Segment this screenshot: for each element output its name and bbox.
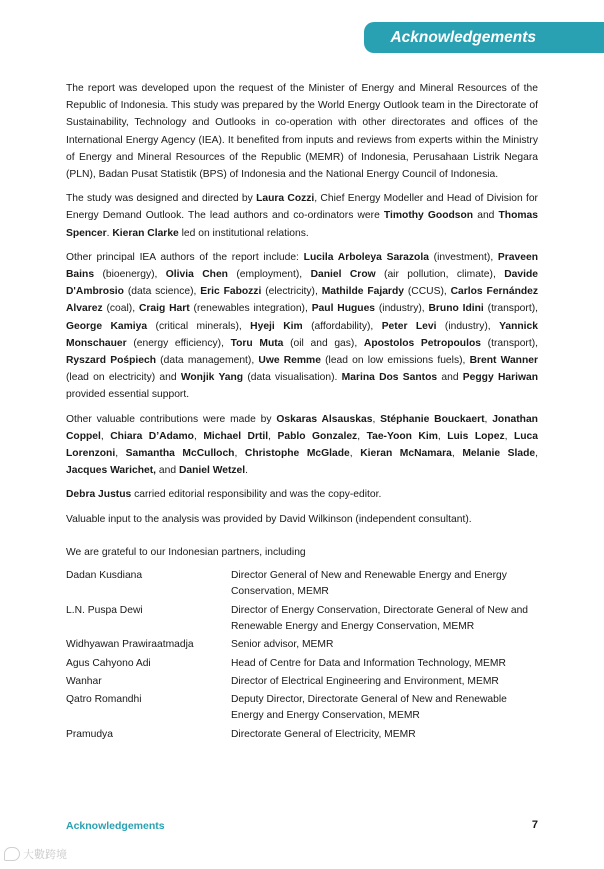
partners-heading: We are grateful to our Indonesian partners, including [66, 546, 306, 558]
author-name: Wonjik Yang [180, 372, 244, 384]
author-role: (lead on electricity) and [66, 372, 181, 384]
contributor-separator: , [372, 413, 381, 425]
partner-name: Agus Cahyono Adi [66, 657, 151, 669]
partner-role: Directorate General of Electricity, MEMR [231, 728, 416, 740]
author-role: (CCUS), [403, 286, 451, 298]
footer-section-title: Acknowledgements [66, 820, 165, 832]
author-role: (industry), [436, 320, 500, 332]
author-name: Yannick Monschauer [66, 320, 538, 349]
watermark-logo-icon [4, 847, 20, 861]
author-role: (industry), [375, 303, 429, 315]
page-number: 7 [531, 819, 538, 831]
contributor-name: Michael Drtil [203, 430, 269, 442]
contributor-separator: , [349, 448, 361, 460]
partner-role: Director General of New and Renewable Energy and Energy Conservation, MEMR [231, 570, 507, 598]
partners-table [66, 568, 538, 743]
author-name: Hyeji Kim [250, 320, 303, 332]
authors-paragraph [66, 249, 538, 404]
author-role: (data visualisation). [243, 372, 342, 384]
authors-intro: Other principal IEA authors of the report include: [66, 251, 304, 263]
contributor-separator: , [234, 448, 245, 460]
contributor-name: Pablo Gonzalez [277, 430, 358, 442]
author-role: (renewables integration), [189, 303, 312, 315]
contributor-separator: , [451, 448, 463, 460]
author-name: Eric Fabozzi [200, 286, 262, 298]
author-name: Toru Muta [230, 337, 284, 349]
author-name: Daniel Crow [310, 269, 376, 281]
author-role: (coal), [102, 303, 139, 315]
contributor-name: Jacques Warichet, [66, 465, 157, 477]
watermark-text: 大數跨境 [23, 849, 67, 861]
contributor-separator: , [100, 430, 111, 442]
design-paragraph: The study was designed and directed by Laura Cozzi, Chief Energy Modeller and Head of Division for Energy Demand Outlook. The lead authors and co-ordinators were Timothy Goodson and Thomas Spencer. Kieran Clarke led on institutional relations. [66, 193, 538, 239]
partner-role: Director of Electrical Engineering and Environment, MEMR [231, 675, 499, 687]
contributor-separator: , [115, 448, 126, 460]
author-role: (data science), [123, 286, 201, 298]
author-name: Brent Wanner [469, 355, 538, 367]
contributor-separator: , [437, 430, 448, 442]
partner-name: L.N. Puspa Dewi [66, 604, 143, 616]
contributor-separator: , [357, 430, 367, 442]
contributor-name: Christophe McGlade [244, 448, 350, 460]
author-role: (affordability), [302, 320, 382, 332]
author-role: (lead on low emissions fuels), [320, 355, 470, 367]
author-role: (critical minerals), [147, 320, 251, 332]
contributor-name: Luis Lopez [447, 430, 505, 442]
contributor-separator: , [535, 448, 539, 460]
contributor-separator: , [504, 430, 514, 442]
author-role: (electricity), [261, 286, 322, 298]
contributor-name: Chiara D’Adamo [110, 430, 194, 442]
partner-role: Senior advisor, MEMR [231, 639, 334, 651]
author-name: Davide D'Ambrosio [66, 269, 538, 298]
partner-name: Qatro Romandhi [66, 694, 142, 706]
author-role: (air pollution, climate), [375, 269, 505, 281]
editor-paragraph: Debra Justus carried editorial responsibility and was the copy-editor. [66, 489, 382, 501]
author-role: provided essential support. [66, 389, 190, 401]
author-name: Ryszard Pośpiech [66, 355, 157, 367]
partner-role: Deputy Director, Directorate General of New and Renewable Energy and Energy Conservation, MEMR [231, 694, 507, 722]
input-paragraph: Valuable input to the analysis was provided by David Wilkinson (independent consultant). [66, 513, 472, 525]
author-role: (energy efficiency), [126, 337, 231, 349]
contributor-name: Tae-Yoon Kim [366, 430, 438, 442]
contributor-name: Daniel Wetzel [178, 465, 246, 477]
contributor-name: Samantha McCulloch [125, 448, 235, 460]
author-name: Carlos Fernández Alvarez [66, 286, 539, 315]
partner-name: Pramudya [66, 728, 113, 740]
section-header-tab: Acknowledgements [364, 22, 604, 53]
author-role: (oil and gas), [283, 337, 364, 349]
author-role: (employment), [227, 269, 311, 281]
contributor-separator: . [245, 465, 249, 477]
author-role: (investment), [428, 251, 498, 263]
contributors-paragraph [66, 411, 538, 480]
contributor-name: Oskaras Alsauskas [276, 413, 373, 425]
contributor-separator: and [156, 465, 179, 477]
author-role: (bioenergy), [94, 269, 166, 281]
watermark [4, 846, 67, 862]
contributor-name: Stéphanie Bouckaert [380, 413, 485, 425]
contributors-intro: Other valuable contributions were made by [66, 413, 277, 425]
author-name: Peggy Hariwan [462, 372, 538, 384]
partner-name: Dadan Kusdiana [66, 570, 143, 582]
author-role: and [437, 372, 463, 384]
contributor-name: Kieran McNamara [360, 448, 452, 460]
contributor-name: Melanie Slade [462, 448, 536, 460]
author-name: Peter Levi [381, 320, 437, 332]
author-name: Uwe Remme [258, 355, 321, 367]
contributor-separator: , [484, 413, 493, 425]
author-name: Apostolos Petropoulos [363, 337, 481, 349]
author-role: (transport), [480, 337, 539, 349]
intro-paragraph: The report was developed upon the request of the Minister of Energy and Mineral Resources of the Republic of Indonesia. This study was prepared by the World Energy Outlook team in the Directorate of Sustainability, Technology and Outlooks in co-operation with other directorates and offices of the International Energy Agency (IEA). It benefited from inputs and reviews from experts within the Ministry of Energy and Mineral Resources of the Republic (MEMR) of Indonesia, Perusahaan Listrik Negara (PLN), Badan Pusat Statistik (BPS) of Indonesia and the National Energy Council of Indonesia. [66, 83, 538, 181]
partner-role: Head of Centre for Data and Information Technology, MEMR [231, 657, 506, 669]
author-role: (data management), [156, 355, 259, 367]
author-name: George Kamiya [66, 320, 148, 332]
acknowledgements-body [66, 80, 538, 743]
partner-name: Widhyawan Prawiraatmadja [66, 639, 194, 651]
author-name: Craig Hart [138, 303, 190, 315]
author-name: Lucila Arboleya Sarazola [303, 251, 429, 263]
partner-role: Director of Energy Conservation, Directorate General of New and Renewable Energy and Energy Conservation, MEMR [231, 604, 529, 632]
author-name: Marina Dos Santos [341, 372, 438, 384]
author-name: Olivia Chen [165, 269, 228, 281]
contributor-separator: , [268, 430, 278, 442]
contributor-name: Jonathan Coppel [66, 413, 538, 442]
partner-name: Wanhar [66, 675, 102, 687]
author-name: Bruno Idini [428, 303, 484, 315]
author-name: Mathilde Fajardy [321, 286, 404, 298]
author-name: Paul Hugues [311, 303, 376, 315]
contributor-name: Luca Lorenzoni [66, 430, 538, 460]
contributor-separator: , [193, 430, 204, 442]
author-role: (transport), [483, 303, 538, 315]
author-name: Praveen Bains [66, 251, 538, 281]
